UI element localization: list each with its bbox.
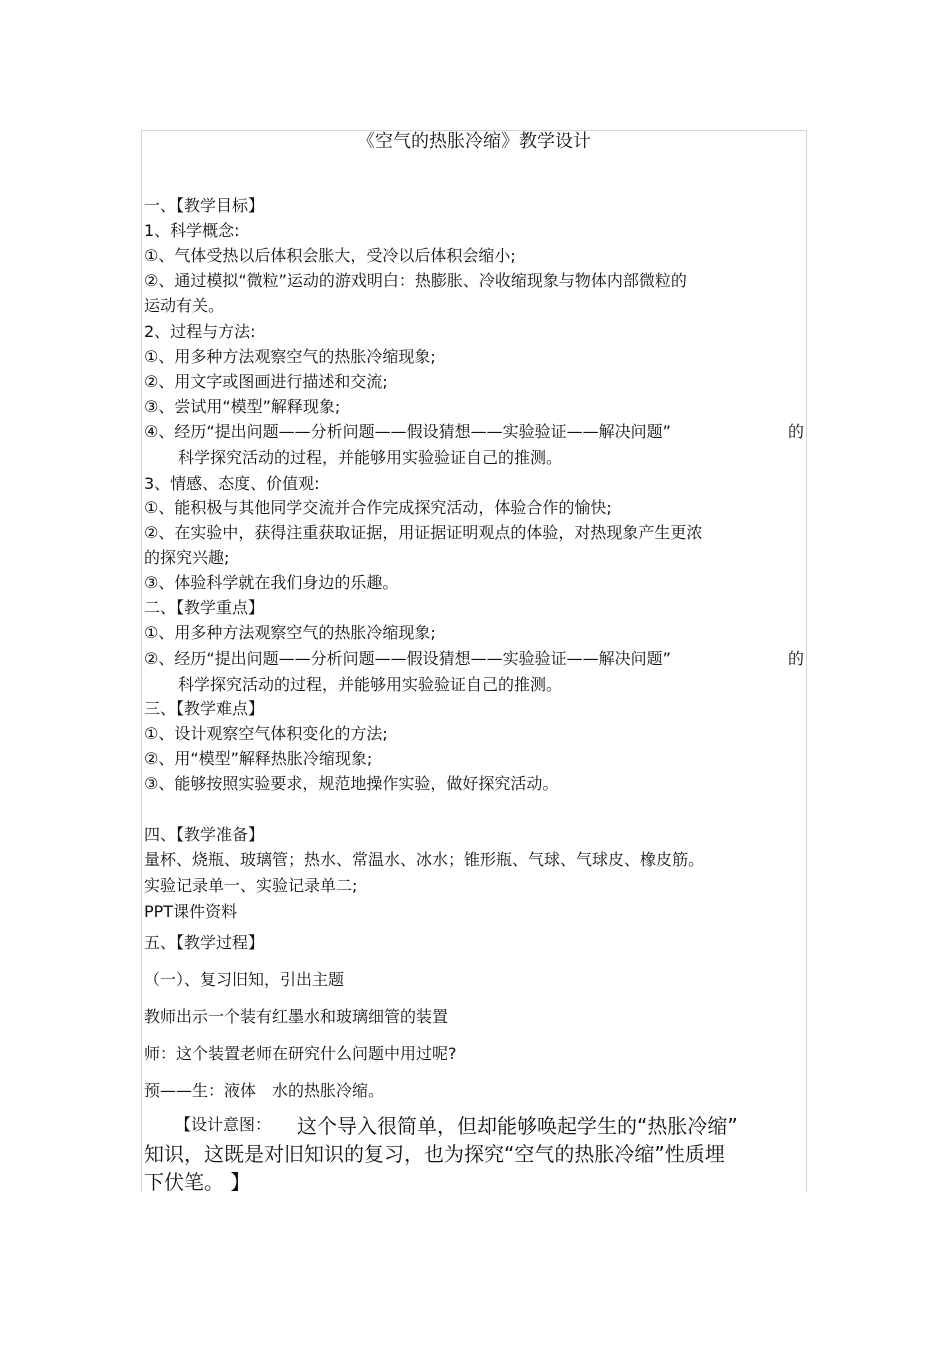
list-item: ③、尝试用“模型”解释现象;: [144, 397, 341, 416]
design-intent-text: 这个导入很简单，但却能够唤起学生的“热胀冷缩”: [297, 1114, 738, 1138]
design-intent-label: 【设计意图：: [175, 1115, 272, 1134]
line-tail-text: 的: [788, 422, 805, 441]
design-intent-text: 下伏笔。 】: [144, 1170, 251, 1194]
subsection-heading: 1、科学概念:: [144, 221, 240, 240]
list-item: ①、气体受热以后体积会胀大，受冷以后体积会缩小;: [144, 246, 516, 265]
paragraph: 教师出示一个装有红墨水和玻璃细管的装置: [144, 1007, 449, 1026]
list-item-continued: 科学探究活动的过程，并能够用实验验证自己的推测。: [178, 448, 563, 467]
paragraph: 预——生：液体 水的热胀冷缩。: [144, 1081, 385, 1100]
subsection-heading: 3、情感、态度、价值观:: [144, 474, 320, 493]
list-item: ②、在实验中，获得注重获取证据，用证据证明观点的体验，对热现象产生更浓: [144, 523, 703, 542]
list-item: ②、经历“提出问题——分析问题——假设猜想——实验验证——解决问题”: [144, 649, 671, 668]
list-item: ①、用多种方法观察空气的热胀冷缩现象;: [144, 347, 436, 366]
paragraph: 量杯、烧瓶、玻璃管；热水、常温水、冰水；锥形瓶、气球、气球皮、橡皮筋。: [144, 850, 705, 869]
section-heading: 二、【教学重点】: [144, 598, 265, 617]
section-heading: 一、【教学目标】: [144, 196, 265, 215]
subsection-heading: （一）、复习旧知，引出主题: [144, 970, 345, 989]
paragraph: 师：这个装置老师在研究什么问题中用过呢?: [144, 1044, 457, 1063]
line-tail-text: 的: [788, 649, 805, 668]
list-item: ②、通过模拟“微粒”运动的游戏明白：热膨胀、冷收缩现象与物体内部微粒的: [144, 271, 687, 290]
paragraph: PPT课件资料: [144, 902, 238, 921]
list-item-continued: 的探究兴趣;: [144, 548, 230, 567]
list-item-continued: 科学探究活动的过程，并能够用实验验证自己的推测。: [178, 675, 563, 694]
design-intent-text: 知识，这既是对旧知识的复习，也为探究“空气的热胀冷缩”性质埋: [144, 1142, 725, 1166]
section-heading: 五、【教学过程】: [144, 933, 265, 952]
section-heading: 三、【教学难点】: [144, 699, 265, 718]
list-item: ③、体验科学就在我们身边的乐趣。: [144, 573, 399, 592]
list-item: ①、设计观察空气体积变化的方法;: [144, 724, 388, 743]
section-heading: 四、【教学准备】: [144, 825, 265, 844]
list-item: ①、能积极与其他同学交流并合作完成探究活动，体验合作的愉快;: [144, 498, 612, 517]
list-item: ②、用文字或图画进行描述和交流;: [144, 372, 388, 391]
list-item-continued: 运动有关。: [144, 296, 225, 315]
paragraph: 实验记录单一、实验记录单二;: [144, 876, 358, 895]
subsection-heading: 2、过程与方法:: [144, 322, 256, 341]
list-item: ④、经历“提出问题——分析问题——假设猜想——实验验证——解决问题”: [144, 422, 671, 441]
list-item: ①、用多种方法观察空气的热胀冷缩现象;: [144, 623, 436, 642]
list-item: ③、能够按照实验要求，规范地操作实验，做好探究活动。: [144, 774, 559, 793]
document-title: 《空气的热胀冷缩》教学设计: [357, 131, 591, 152]
list-item: ②、用“模型”解释热胀冷缩现象;: [144, 749, 373, 768]
